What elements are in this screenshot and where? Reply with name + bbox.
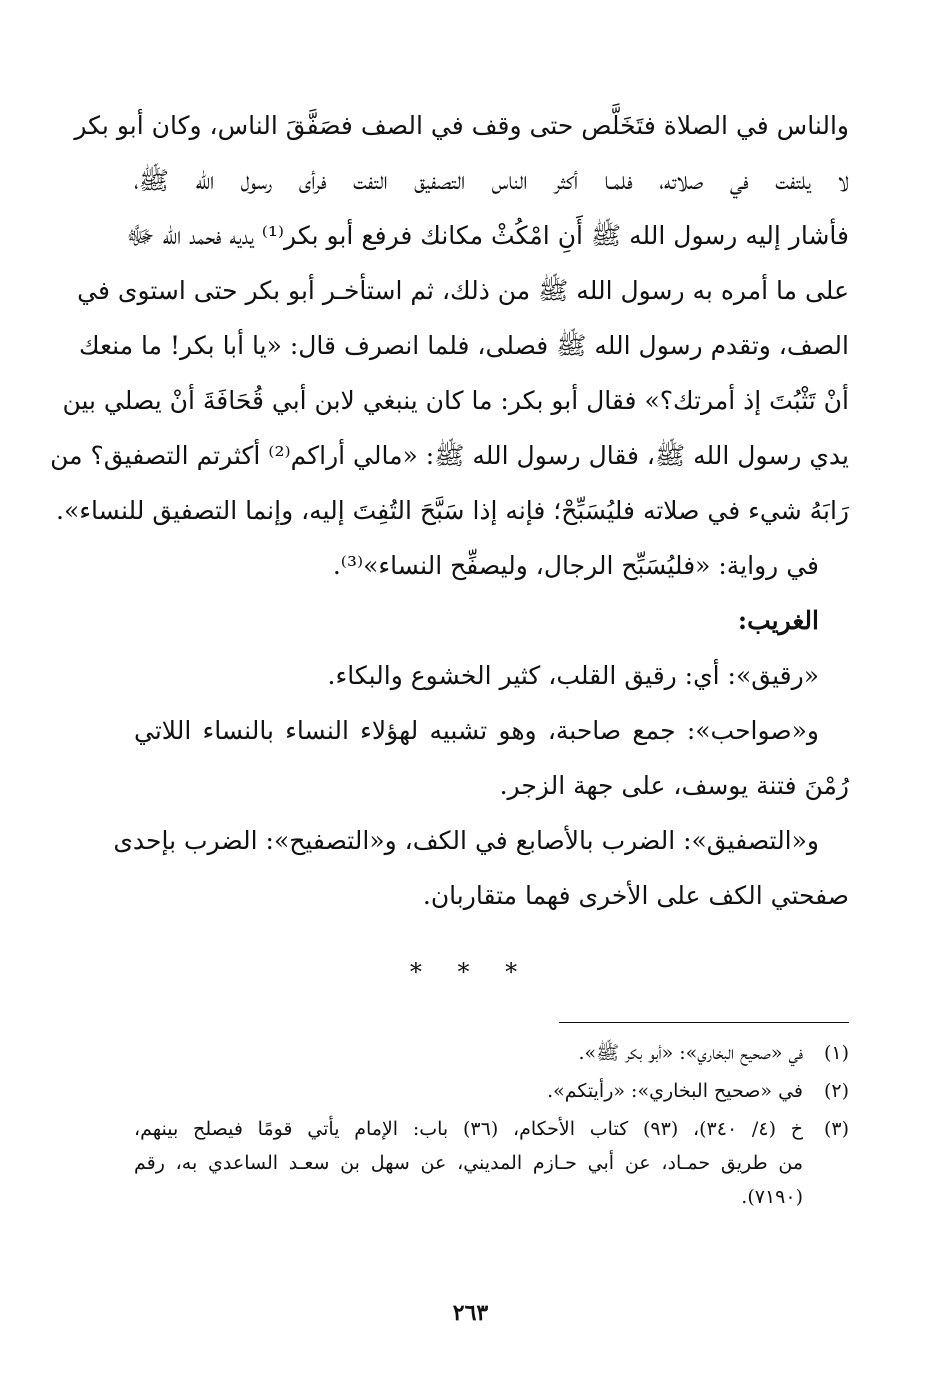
- footnote-number: (٢): [823, 1080, 849, 1102]
- paragraph-hadith: [50, 98, 849, 538]
- text-line: «رقيق»: أي: رقيق القلب، كثير الخشوع والبكاء.: [327, 661, 819, 690]
- footnote-line: (٧١٩٠).: [741, 1186, 803, 1208]
- footnote: [134, 1036, 849, 1070]
- footnote-line: من طريق حمـاد، عن أبي حـازم المديني، عن سهل بن سعـد الساعدي به، رقم: [134, 1152, 803, 1174]
- footnote-line: في «صحيح البخاري»: «أبو بكر ﷺ».: [578, 1042, 803, 1064]
- page-number: ٢٦٣: [452, 1300, 489, 1326]
- text-line: الصف، وتقدم رسول الله ﷺ فصلى، فلما انصرف قال: «يا أبا بكر! ما منعك: [79, 331, 849, 360]
- footnote-body: [134, 1112, 803, 1214]
- main-text: [50, 98, 849, 923]
- footnotes: [134, 1036, 849, 1218]
- section-heading: [134, 593, 849, 648]
- text-line: و«التصفيق»: الضرب بالأصابع في الكف، و«التصفيح»: الضرب بإحدى: [113, 826, 819, 855]
- footnote-body: [134, 1074, 803, 1108]
- footnote-body: [134, 1036, 803, 1070]
- footnote-number: (٣): [823, 1118, 849, 1140]
- paragraph-sawahib: [134, 703, 849, 813]
- text-line: لا يلتفت في صلاته، فلمـا أكثر الناس التصفيق التفت فرأى رسول الله ﷺ،: [134, 166, 849, 195]
- footnote-number: (١): [823, 1042, 849, 1064]
- text-line: فأشار إليه رسول الله ﷺ أَنِ امْكُثْ مكانك فرفع أبو بكر⁽¹⁾ يديه فحمد الله ﷻ: [126, 221, 849, 250]
- paragraph-tasfiq: [113, 813, 849, 923]
- paragraph-riwaya: [134, 538, 849, 593]
- paragraph-raqiq: [134, 648, 849, 703]
- footnote-line: خ (٤/ ٣٤٠)، (٩٣) كتاب الأحكام، (٣٦) باب: الإمام يأتي قومًا فيصلح بينهم،: [134, 1118, 803, 1140]
- section-separator: * * *: [409, 958, 532, 986]
- footnote: [134, 1074, 849, 1108]
- text-line: رُمْنَ فتنة يوسف، على جهة الزجر.: [499, 771, 849, 800]
- text-line: أنْ تَثْبُتَ إذ أمرتك؟» فقال أبو بكر: ما كان ينبغي لابن أبي قُحَافَةَ أنْ يصلي بين: [62, 386, 849, 415]
- text-line: يدي رسول الله ﷺ، فقال رسول الله ﷺ: «مالي أراكم⁽²⁾ أكثرتم التصفيق؟ من: [50, 441, 849, 470]
- text-line: على ما أمره به رسول الله ﷺ من ذلك، ثم استأخـر أبو بكر حتى استوى في: [77, 276, 849, 305]
- text-line: والناس في الصلاة فتَخَلَّص حتى وقف في الصف فصَفَّقَ الناس، وكان أبو بكر: [74, 111, 849, 140]
- heading-gharib: الغريب:: [737, 606, 819, 635]
- text-line: صفحتي الكف على الأخرى فهما متقاربان.: [422, 881, 849, 910]
- text-line: و«صواحب»: جمع صاحبة، وهو تشبيه لهؤلاء النساء بالنساء اللاتي: [134, 716, 819, 745]
- footnote-rule: [559, 1022, 849, 1023]
- text-line: رَابَهُ شيء في صلاته فليُسَبِّحْ؛ فإنه إذا سَبَّحَ التُفِتَ إليه، وإنما التصفيق للنساء».: [56, 496, 849, 525]
- footnote-line: في «صحيح البخاري»: «رأيتكم».: [547, 1080, 803, 1102]
- footnote: [134, 1112, 849, 1214]
- text-line: في رواية: «فليُسَبِّح الرجال، وليصفِّح النساء»⁽³⁾.: [332, 551, 819, 580]
